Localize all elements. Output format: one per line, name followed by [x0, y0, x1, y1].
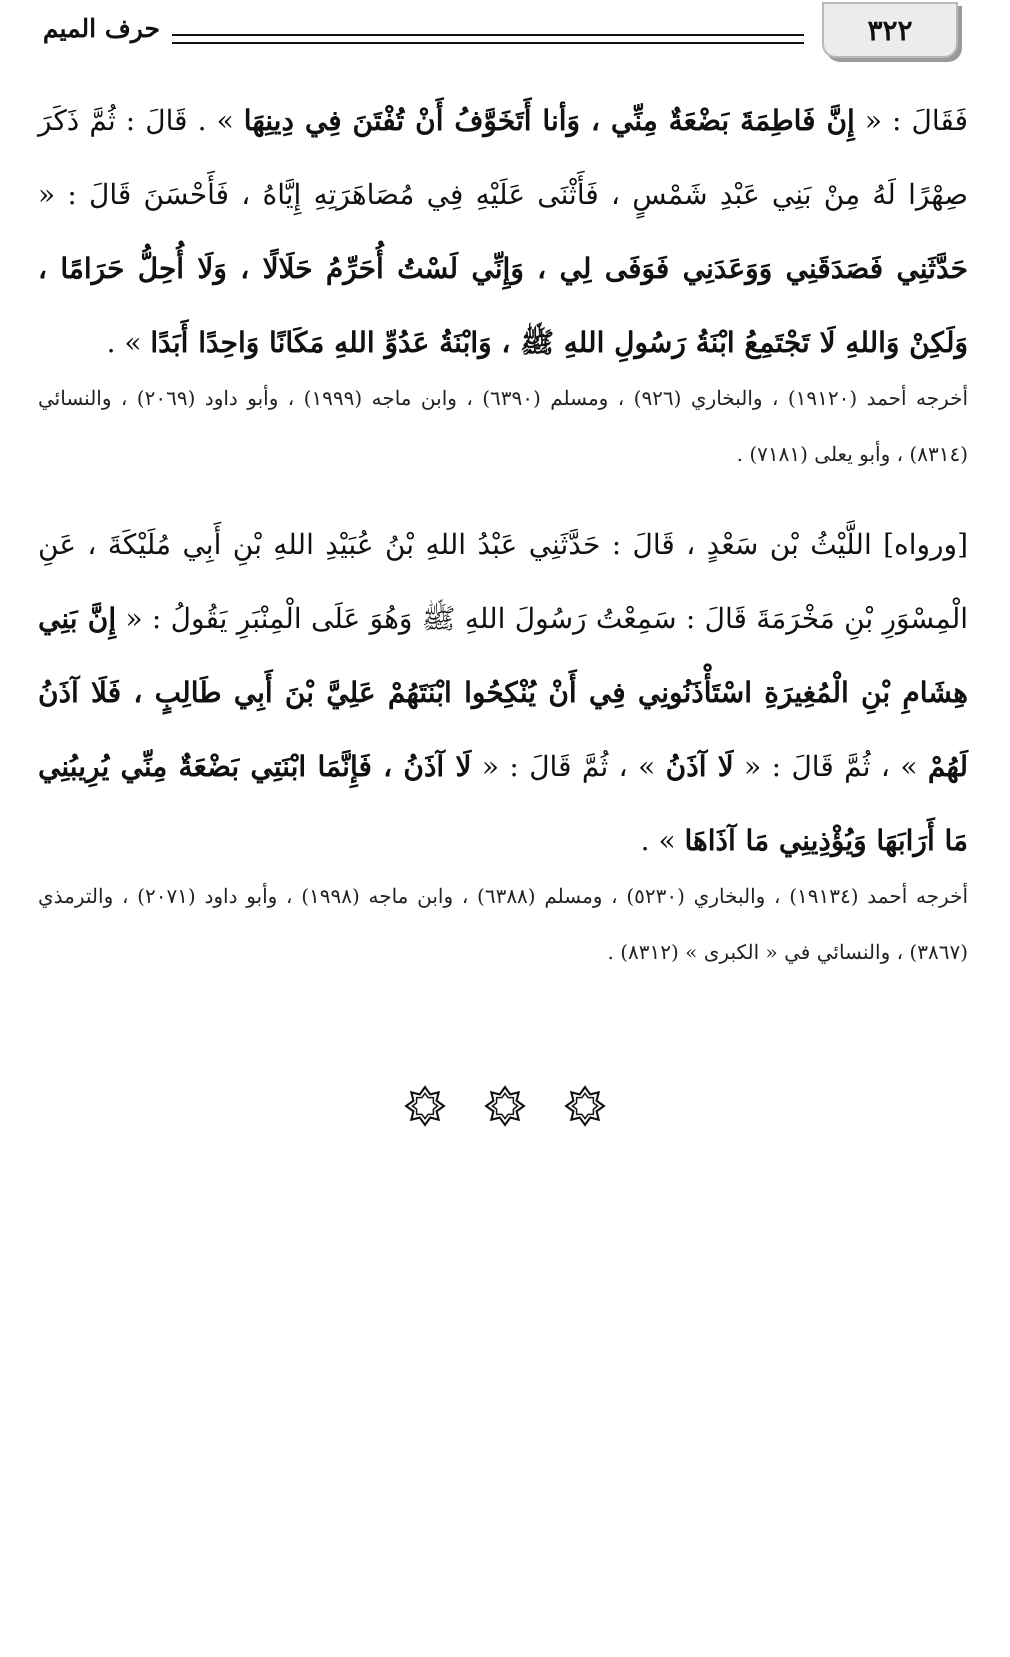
- hadith-2-quote-1: إِنَّ بَنِي هِشَامِ بْنِ الْمُغِيرَةِ اسْتَأْذَنُونِي فِي أَنْ يُنْكِحُوا ابْنَتَهُمْ عَلِيَّ بْنَ أَبِي طَالِبٍ ، فَلَا آذَنُ لَهُمْ: [38, 602, 968, 783]
- star-ornament-icon: [484, 1085, 526, 1127]
- hadith-2: [38, 508, 968, 878]
- hadith-1-narration: » . قَالَ : ثُمَّ ذَكَرَ صِهْرًا لَهُ مِنْ بَنِي عَبْدِ شَمْسٍ ، فَأَثْنَى عَلَيْهِ فِي مُصَاهَرَتِهِ إِيَّاهُ ، فَأَحْسَنَ قَالَ : «: [38, 104, 968, 211]
- hadith-2-quote-2: لَا آذَنُ: [665, 750, 734, 783]
- hadith-2-intro: [ورواه] اللَّيْثُ بْن سَعْدٍ ، قَالَ : حَدَّثَنِي عَبْدُ اللهِ بْنُ عُبَيْدِ اللهِ بْنِ أَبِي مُلَيْكَةَ ، عَنِ الْمِسْوَرِ بْنِ مَخْرَمَةَ قَالَ : سَمِعْتُ رَسُولَ اللهِ ﷺ وَهُوَ عَلَى الْمِنْبَرِ يَقُولُ : «: [38, 528, 968, 635]
- header-double-rule: [172, 34, 804, 44]
- takhrij-2: [38, 868, 968, 980]
- hadith-2-narration-1: » ، ثُمَّ قَالَ : «: [733, 750, 928, 783]
- takhrij-1-text: أخرجه أحمد (١٩١٢٠) ، والبخاري (٩٢٦) ، ومسلم (٦٣٩٠) ، وابن ماجه (١٩٩٩) ، وأبو داود (٢٠٦٩) ، والنسائي (٨٣١٤) ، وأبو يعلى (٧١٨١) .: [38, 386, 969, 466]
- star-ornament-icon: [564, 1085, 606, 1127]
- page-header: [0, 0, 1010, 70]
- takhrij-1: [38, 370, 968, 482]
- hadith-1: [38, 84, 968, 380]
- hadith-1-intro: فَقَالَ : «: [854, 104, 968, 137]
- hadith-1-quote-1: إِنَّ فَاطِمَةَ بَضْعَةٌ مِنِّي ، وَأنا أَتَخَوَّفُ أَنْ تُفْتَنَ فِي دِينِهَا: [243, 104, 855, 137]
- hadith-1-quote-2: حَدَّثَنِي فَصَدَقَنِي وَوَعَدَنِي فَوَفَى لِي ، وَإِنِّي لَسْتُ أُحَرِّمُ حَلَالًا ، وَلَا أُحِلُّ حَرَامًا ، وَلَكِنْ وَاللهِ لَا تَجْتَمِعُ ابْنَةُ رَسُولِ اللهِ ﷺ ، وَابْنَةُ عَدُوِّ اللهِ مَكَانًا وَاحِدًا أَبَدًا: [38, 252, 968, 359]
- page-number-tab: [822, 2, 958, 58]
- hadith-2-text: [38, 508, 968, 878]
- chapter-title: حرف الميم: [42, 14, 160, 43]
- hadith-2-quote-3: لَا آذَنُ ، فَإِنَّمَا ابْنَتِي بَضْعَةٌ مِنِّي يُرِيبُنِي مَا أَرَابَهَا وَيُؤْذِينِي مَا آذَاهَا: [38, 750, 968, 857]
- hadith-2-narration-2: » ، ثُمَّ قَالَ : «: [471, 750, 666, 783]
- section-end-ornaments: [0, 1085, 1010, 1127]
- hadith-2-end: » .: [640, 824, 685, 857]
- star-ornament-icon: [404, 1085, 446, 1127]
- takhrij-2-text: أخرجه أحمد (١٩١٣٤) ، والبخاري (٥٢٣٠) ، ومسلم (٦٣٨٨) ، وابن ماجه (١٩٩٨) ، وأبو داود (٢٠٧١) ، والترمذي (٣٨٦٧) ، والنسائي في « الكبرى » (٨٣١٢) .: [38, 884, 969, 964]
- page-number: ٣٢٢: [867, 13, 913, 47]
- hadith-1-end: » .: [106, 326, 151, 359]
- hadith-1-text: [38, 84, 968, 380]
